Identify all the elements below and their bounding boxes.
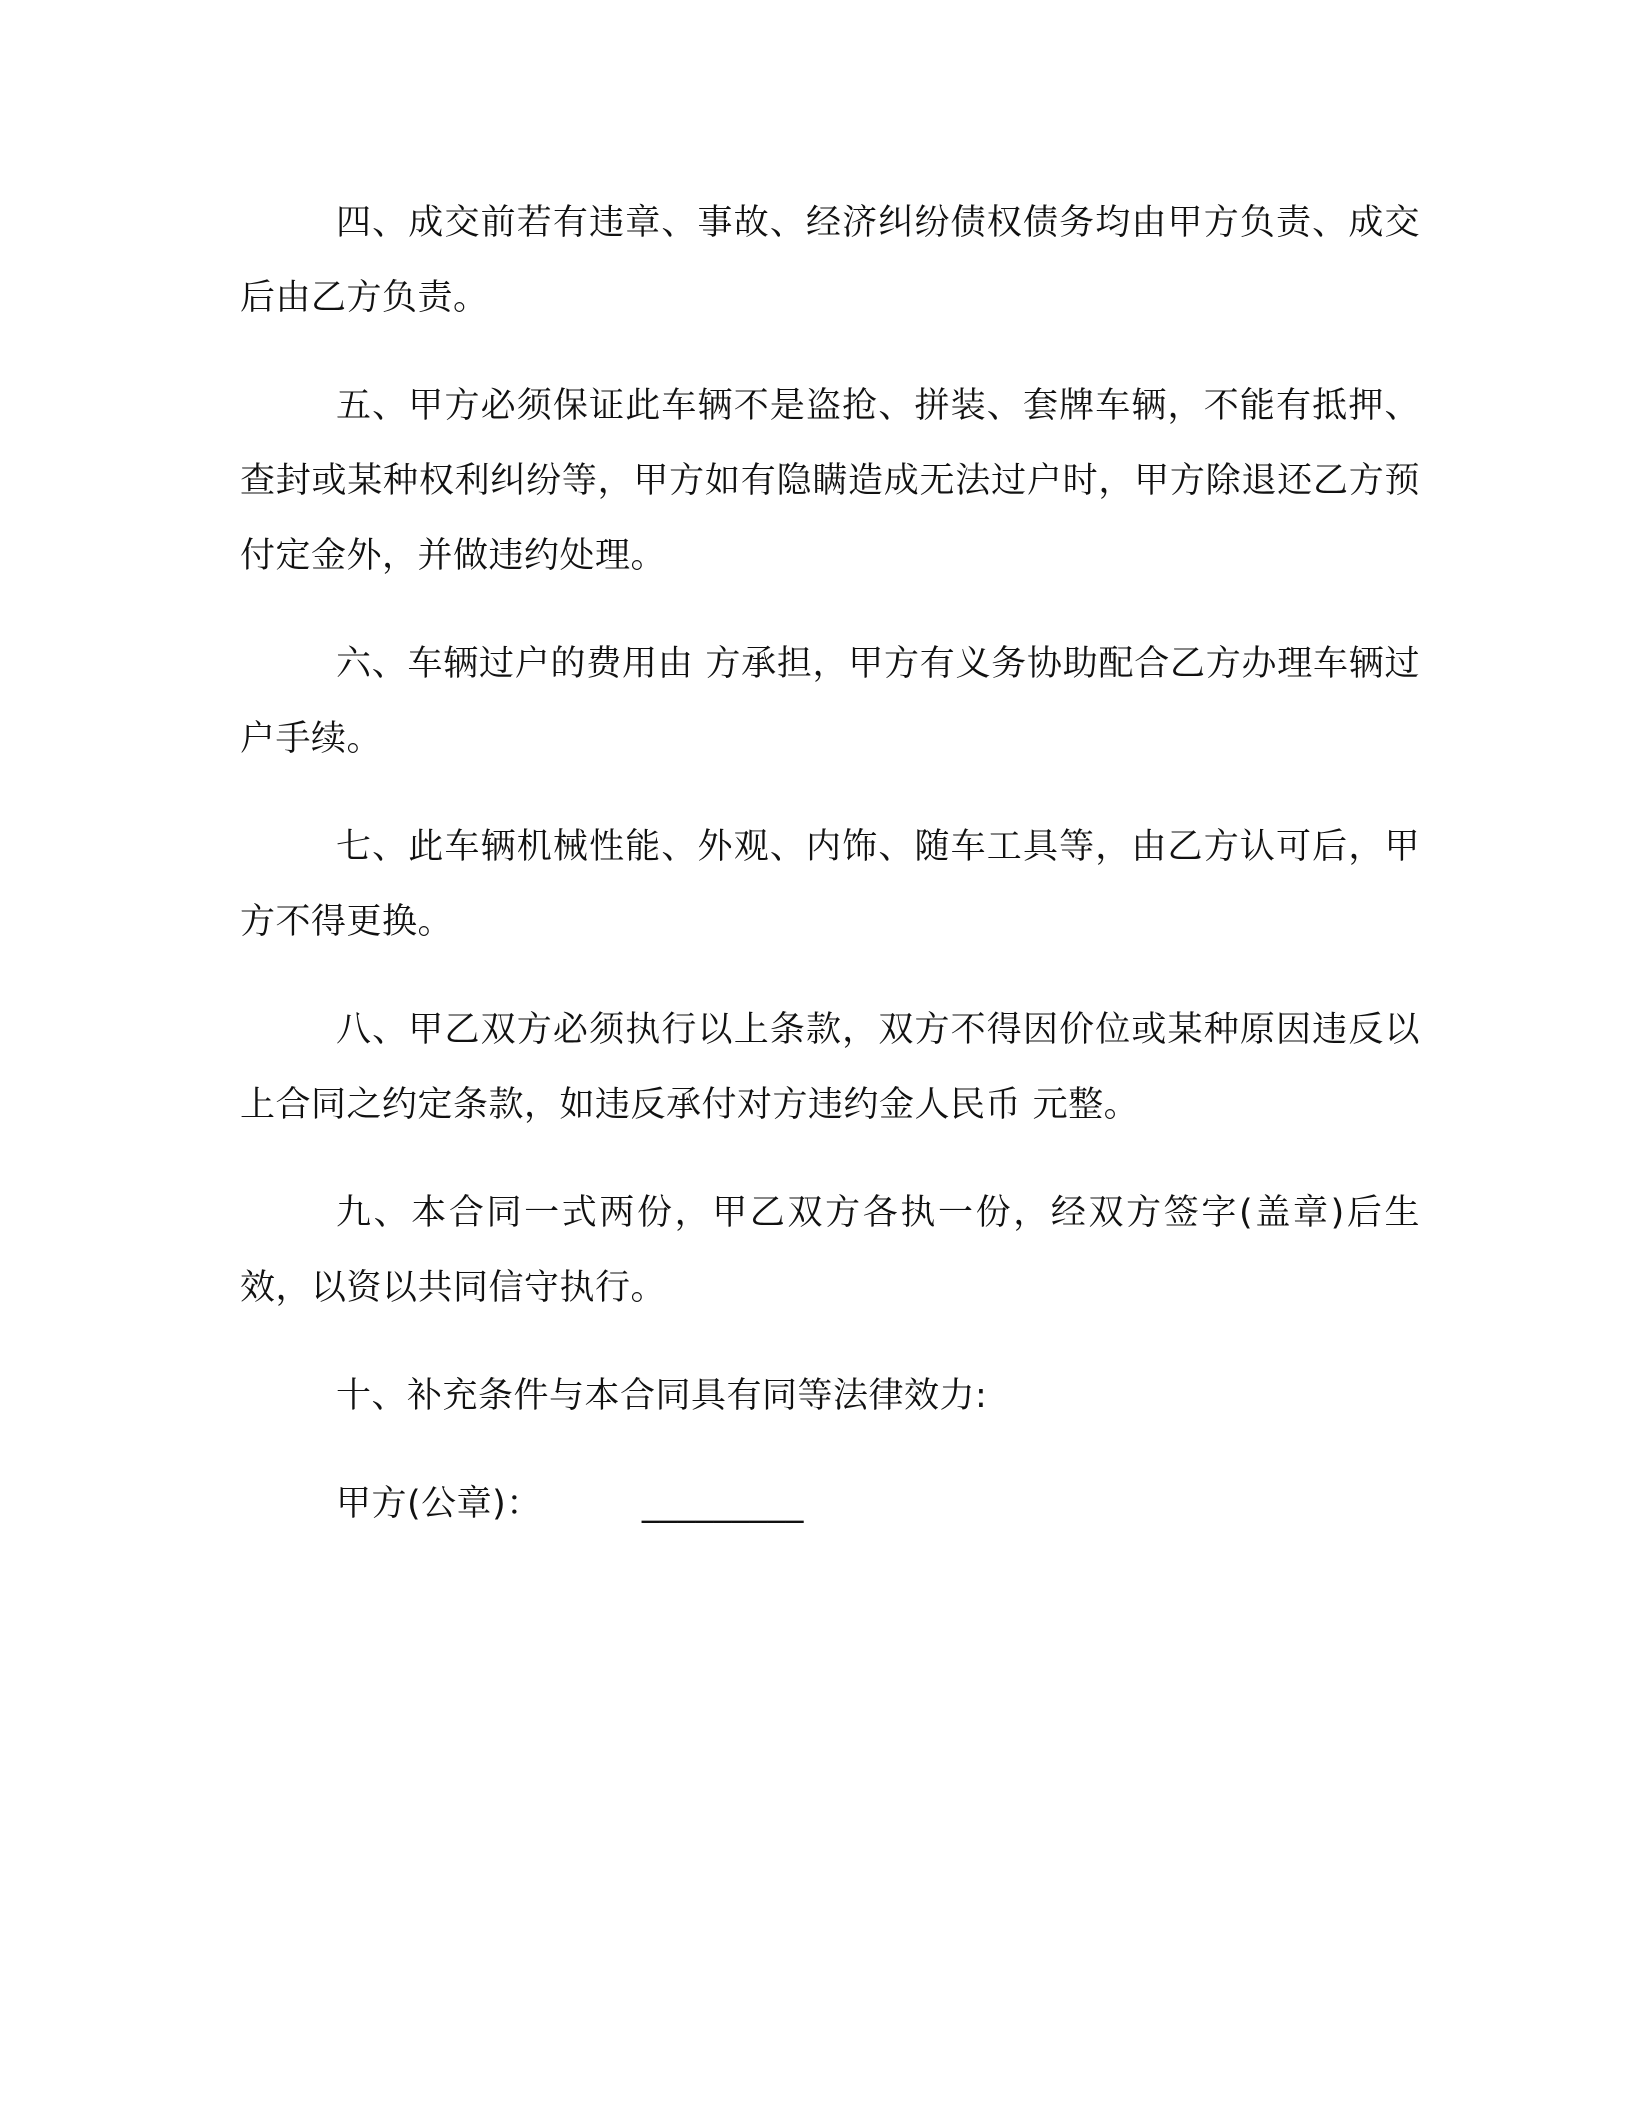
clause-6: 六、车辆过户的费用由 方承担，甲方有义务协助配合乙方办理车辆过户手续。 — [240, 644, 1420, 759]
contract-body — [240, 186, 1420, 1542]
clause-4: 四、成交前若有违章、事故、经济纠纷债权债务均由甲方负责、成交后由乙方负责。 — [240, 203, 1420, 318]
signature-blank: _________ — [641, 1484, 804, 1524]
party-a-signature-label: 甲方(公章)： — [336, 1484, 542, 1524]
clause-7: 七、此车辆机械性能、外观、内饰、随车工具等，由乙方认可后，甲方不得更换。 — [240, 827, 1420, 942]
clause-5: 五、甲方必须保证此车辆不是盗抢、拼装、套牌车辆，不能有抵押、查封或某种权利纠纷等，甲方如有隐瞒造成无法过户时，甲方除退还乙方预付定金外，并做违约处理。 — [240, 386, 1420, 576]
clause-10: 十、补充条件与本合同具有同等法律效力: — [336, 1376, 988, 1416]
party-a-signature-line — [240, 1467, 1420, 1542]
clause-8: 八、甲乙双方必须执行以上条款，双方不得因价位或某种原因违反以上合同之约定条款，如违反承付对方违约金人民币 元整。 — [240, 1010, 1420, 1125]
clause-9: 九、本合同一式两份，甲乙双方各执一份，经双方签字(盖章)后生效，以资以共同信守执行。 — [240, 1193, 1420, 1308]
